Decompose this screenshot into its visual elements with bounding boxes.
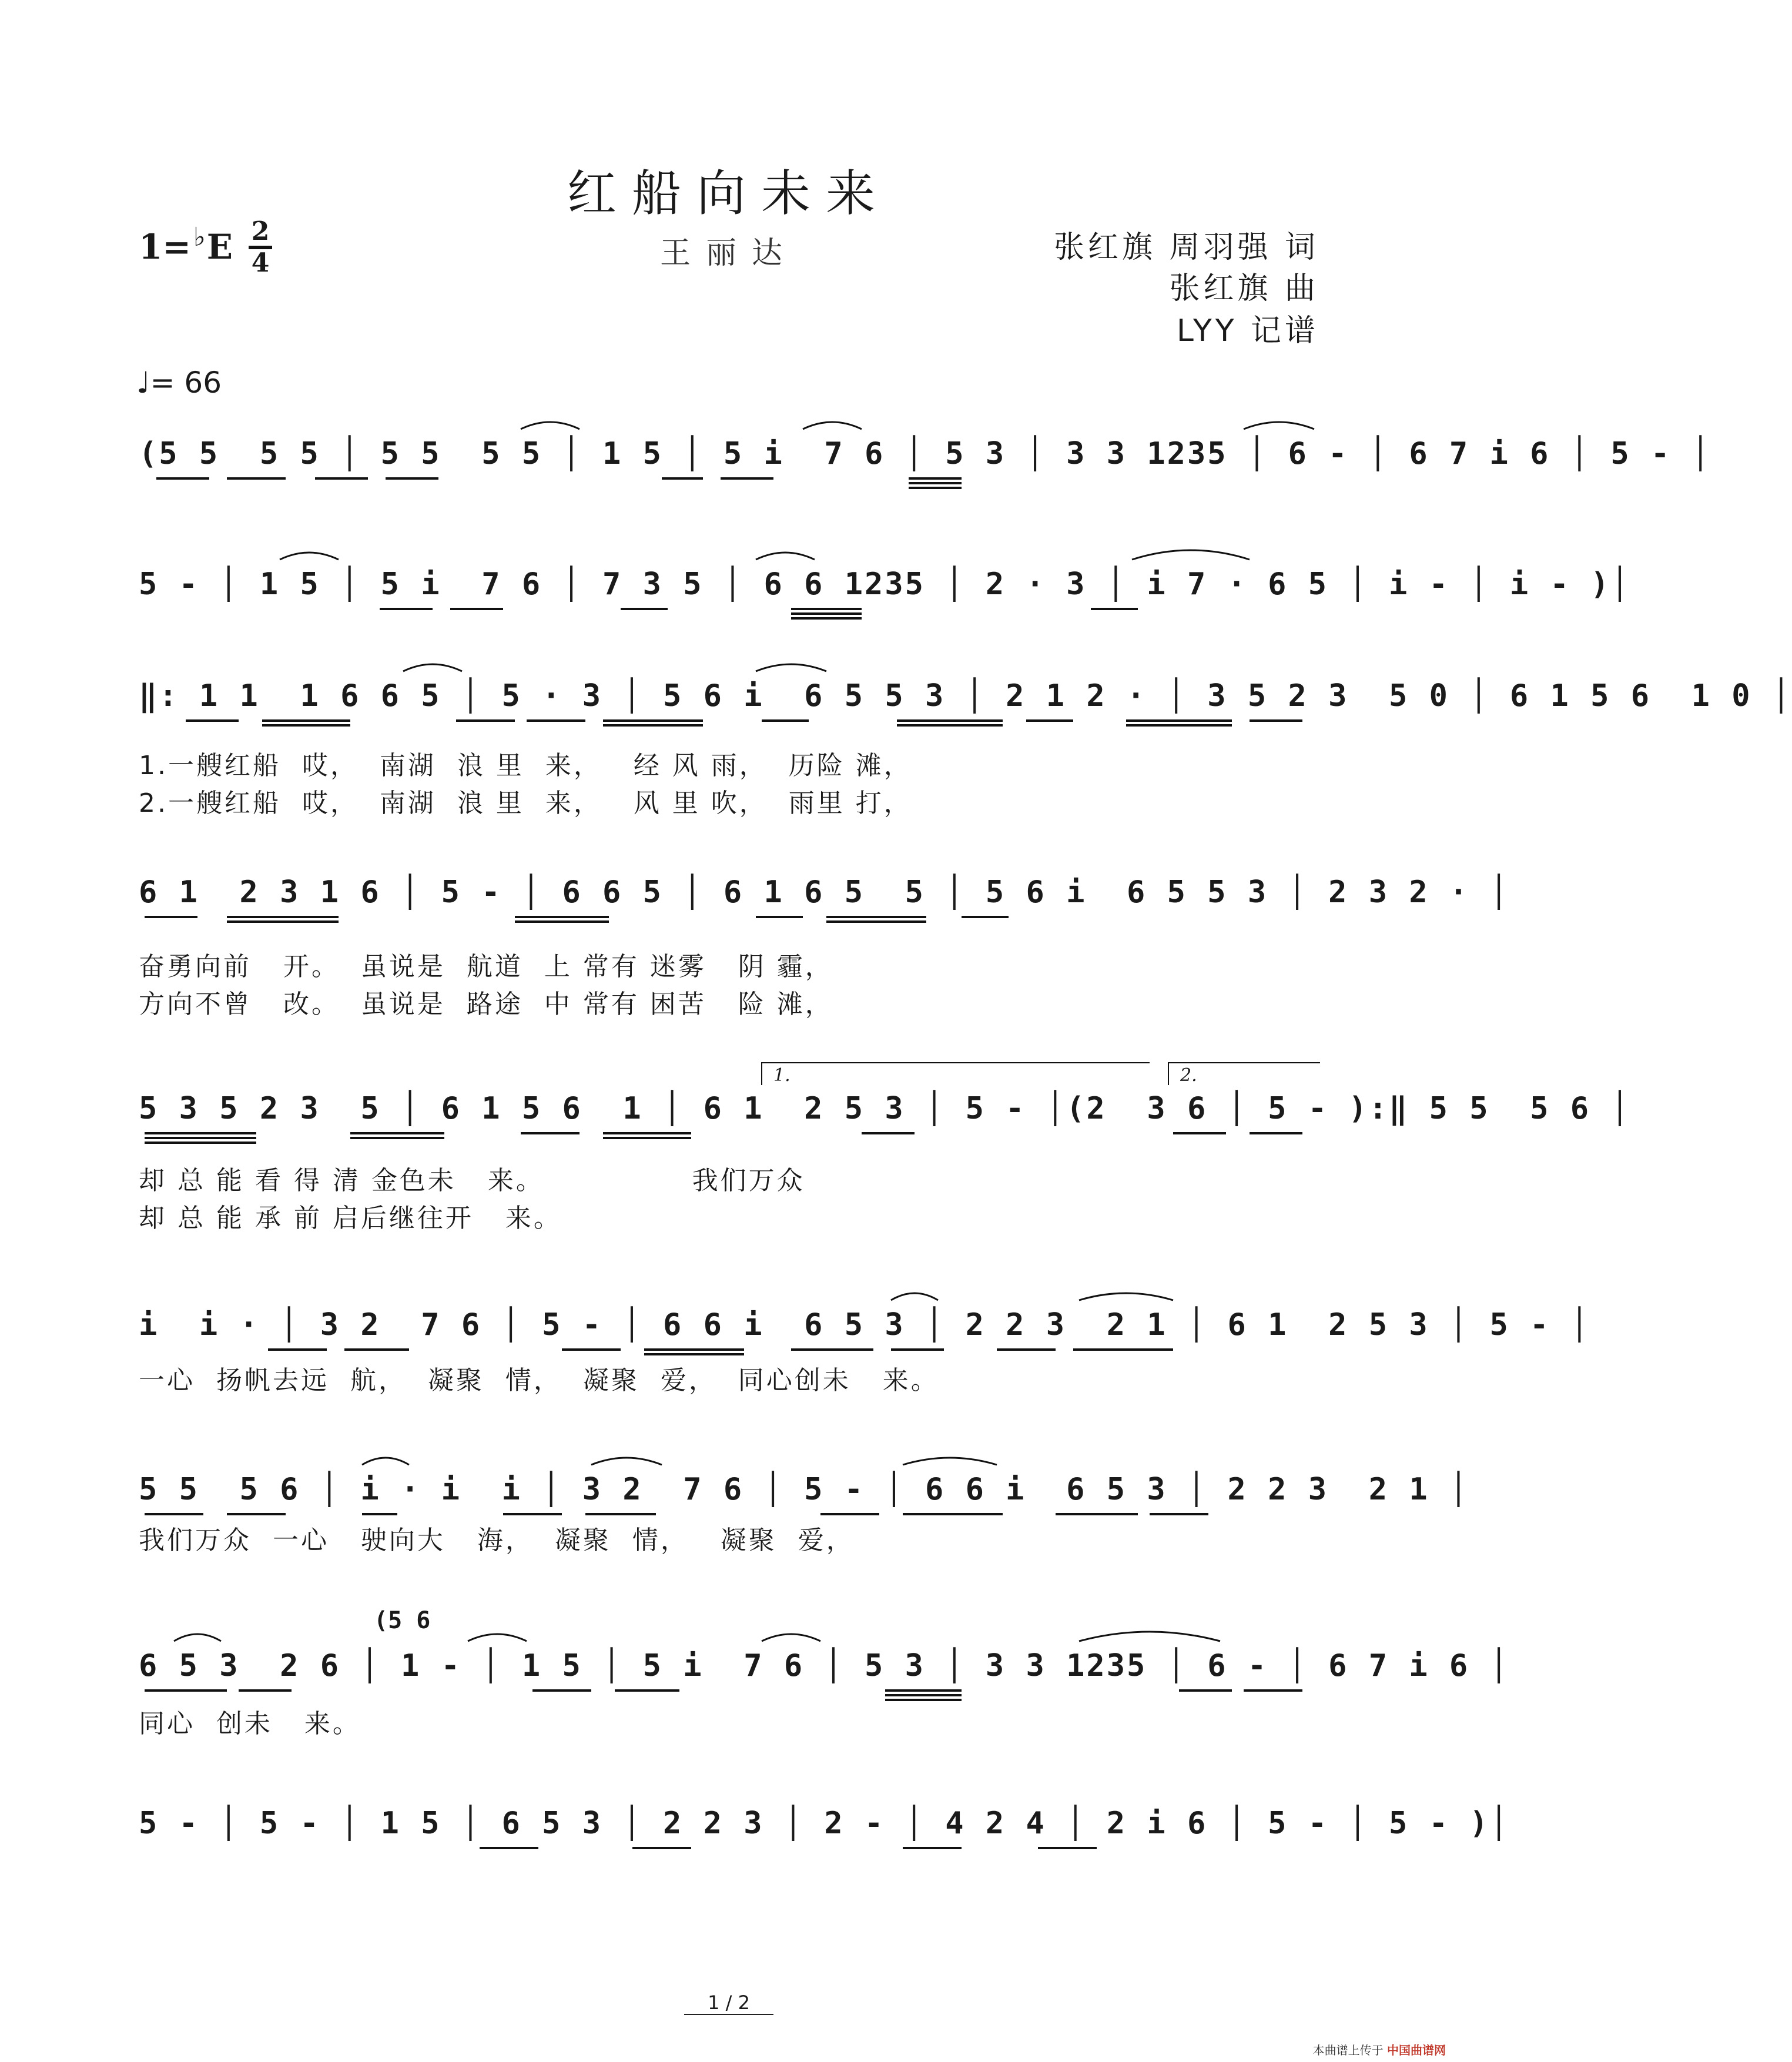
score-line-9 xyxy=(139,1797,1510,1868)
lyrics-verse2-line-4: 方向不曾 改。 虽说是 路途 中 常有 困苦 险 滩， xyxy=(139,989,833,1019)
score-line-2 xyxy=(139,558,1631,629)
notes-line-9: 5 - │ 5 - │ 1 5 │ 6 5 3 │ 2 2 3 │ 2 - │ 4 2 4 │ 2 i 6 │ 5 - │ 5 - )│ xyxy=(139,1806,1510,1841)
key-prefix: 1= xyxy=(139,227,191,267)
grace-notes-line-8: (5 6 xyxy=(374,1607,431,1634)
composer-credit: 张红旗 曲 xyxy=(1169,271,1319,306)
key-signature xyxy=(139,222,233,267)
lyrics-verse2-line-5: 却 总 能 承 前 启后继往开 来。 xyxy=(139,1203,562,1233)
lyrics-verse2-line-3: 2.一艘红船 哎， 南湖 浪 里 来， 风 里 吹， 雨里 打， xyxy=(139,788,912,818)
score-line-3 xyxy=(139,670,1792,741)
second-ending-label: 2. xyxy=(1180,1065,1197,1086)
tempo-value: = 66 xyxy=(150,366,222,400)
page-title: 红船向未来 xyxy=(567,165,890,222)
meter-top: 2 xyxy=(251,216,270,246)
meter-bottom: 4 xyxy=(251,248,270,278)
notes-line-1: (5 5 5 5 │ 5 5 5 5 │ 1 5 │ 5 i 7 6 │ 5 3 │ 3 3 1235 │ 6 - │ 6 7 i 6 │ 5 - │ xyxy=(139,436,1711,471)
time-signature xyxy=(249,216,272,278)
notes-line-8: 6 5 3 2 6 │ 1 - │ 1 5 │ 5 i 7 6 │ 5 3 │ 3 3 1235 │ 6 - │ 6 7 i 6 │ xyxy=(139,1648,1510,1683)
lyrics-verse1-line-4: 奋勇向前 开。 虽说是 航道 上 常有 迷雾 阴 霾， xyxy=(139,952,833,982)
score-line-4 xyxy=(139,866,1510,937)
notes-line-7: 5 5 5 6 │ i · i i │ 3 2 7 6 │ 5 - │ 6 6 i 6 5 3 │ 2 2 3 2 1 │ xyxy=(139,1472,1470,1507)
score-line-8 xyxy=(139,1607,1510,1710)
lyrics-line-8: 同心 创未 来。 xyxy=(139,1709,361,1739)
notes-line-6: i i · │ 3 2 7 6 │ 5 - │ 6 6 i 6 5 3 │ 2 2 3 2 1 │ 6 1 2 5 3 │ 5 - │ xyxy=(139,1307,1591,1343)
score-line-1 xyxy=(139,428,1711,498)
lyrics-line-7: 我们万众 一心 驶向大 海， 凝聚 情， 凝聚 爱， xyxy=(139,1525,855,1555)
transcriber-credit: LYY 记谱 xyxy=(1176,313,1319,349)
key-note: E xyxy=(206,227,233,267)
page-number: 1 / 2 xyxy=(0,1991,1458,2014)
notes-line-3: ‖: 1 1 1 6 6 5 │ 5 · 3 │ 5 6 i 6 5 5 3 │ 2 1 2 · │ 3 5 2 3 5 0 │ 6 1 5 6 1 0 │ xyxy=(139,678,1792,714)
first-ending-label: 1. xyxy=(773,1065,791,1086)
quarter-note-icon: ♩ xyxy=(136,366,150,400)
notes-line-4: 6 1 2 3 1 6 │ 5 - │ 6 6 5 │ 6 1 6 5 5 │ 5 6 i 6 5 5 3 │ 2 3 2 · │ xyxy=(139,875,1510,910)
source-brand: 中国曲谱网 xyxy=(1387,2043,1446,2057)
notes-line-2: 5 - │ 1 5 │ 5 i 7 6 │ 7 3 5 │ 6 6 1235 │ 2 · 3 │ i 7 · 6 5 │ i - │ i - )│ xyxy=(139,567,1631,602)
source-watermark xyxy=(1313,2041,1446,2058)
singer-name: 王丽达 xyxy=(659,236,798,271)
notes-line-5: 5 3 5 2 3 5 │ 6 1 5 6 1 │ 6 1 2 5 3 │ 5 - │(2 3 6 │ 5 - ):‖ 5 5 5 6 │ xyxy=(139,1091,1631,1126)
lyrics-line-6: 一心 扬帆去远 航， 凝聚 情， 凝聚 爱， 同心创未 来。 xyxy=(139,1365,939,1395)
source-prefix: 本曲谱上传于 xyxy=(1312,2043,1384,2057)
lyricist-credit: 张红旗 周羽强 词 xyxy=(1053,230,1319,265)
lyrics-verse1-line-3: 1.一艘红船 哎， 南湖 浪 里 来， 经 风 雨， 历险 滩， xyxy=(139,751,912,781)
flat-icon: ♭ xyxy=(193,222,206,252)
score-line-5 xyxy=(139,1065,1631,1153)
tempo-marking xyxy=(136,366,222,400)
lyrics-verse1-line-5: 却 总 能 看 得 清 金色未 来。 我们万众 xyxy=(139,1166,805,1196)
